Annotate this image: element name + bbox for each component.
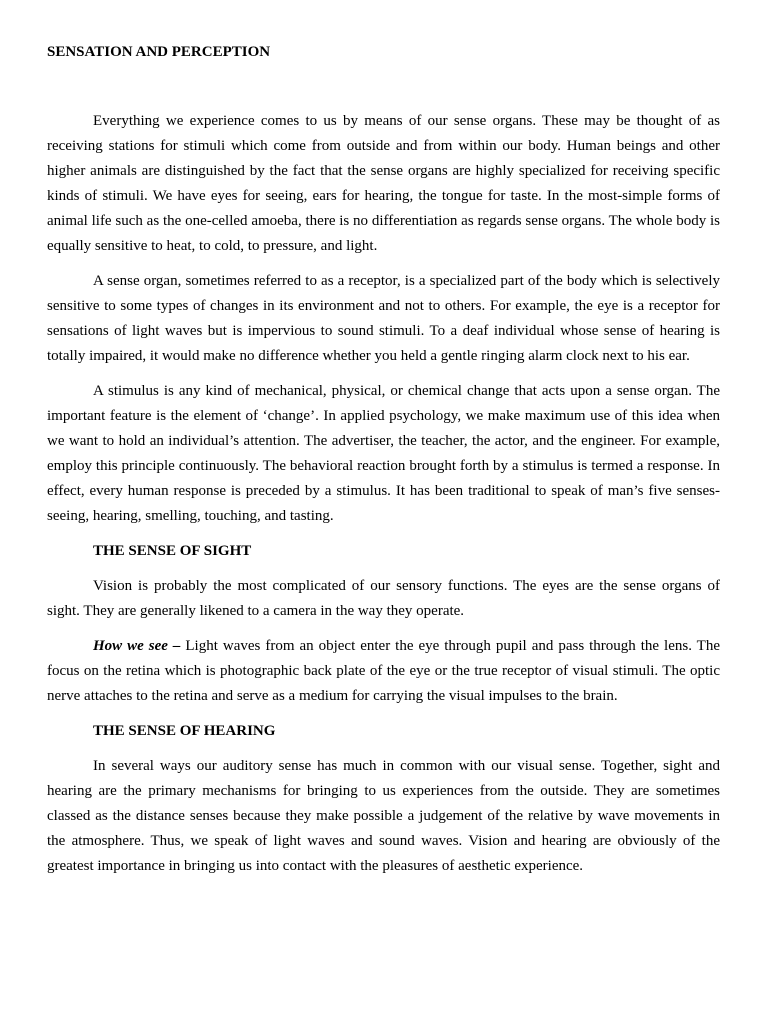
stimulus-paragraph: A stimulus is any kind of mechanical, physical, or chemical change that acts upon a sense organ. The important feature is the element of ‘change’. In applied psychology, we make maximum use of this idea when we want to hold an individual’s attention. The advertiser, the teacher, the actor, and the engineer. For example, employ this principle continuously. The behavioral reaction brought forth by a stimulus is termed a response. In effect, every human response is preceded by a stimulus. It has been traditional to speak of man’s five senses- seeing, hearing, smelling, touching, and tasting. <box>47 383 720 524</box>
how-we-see-label: How we see – <box>93 638 181 654</box>
document-body <box>47 109 720 879</box>
document-title: SENSATION AND PERCEPTION <box>47 44 271 60</box>
how-we-see-text: Light waves from an object enter the eye through pupil and pass through the lens. The focus on the retina which is photographic back plate of the eye or the true receptor of visual stimuli. The optic nerve attaches to the retina and serve as a medium for carrying the visual impulses to the brain. <box>47 638 720 704</box>
intro-paragraph: Everything we experience comes to us by means of our sense organs. These may be thought of as receiving stations for stimuli which come from outside and from within our body. Human beings and other higher animals are distinguished by the fact that the sense organs are highly specialized for receiving specific kinds of stimuli. We have eyes for seeing, ears for hearing, the tongue for taste. In the most-simple forms of animal life such as the one-celled amoeba, there is no differentiation as regards sense organs. The whole body is equally sensitive to heat, to cold, to pressure, and light. <box>47 113 720 254</box>
heading-sense-of-sight: THE SENSE OF SIGHT <box>93 543 252 559</box>
how-we-see-paragraph <box>47 634 720 709</box>
heading-sense-of-hearing: THE SENSE OF HEARING <box>93 723 276 739</box>
sight-paragraph: Vision is probably the most complicated of our sensory functions. The eyes are the sense organs of sight. They are generally likened to a camera in the way they operate. <box>47 578 720 619</box>
receptor-paragraph: A sense organ, sometimes referred to as a receptor, is a specialized part of the body which is selectively sensitive to some types of changes in its environment and not to others. For example, the eye is a receptor for sensations of light waves but is impervious to sound stimuli. To a deaf individual whose sense of hearing is totally impaired, it would make no difference whether you held a gentle ringing alarm clock next to his ear. <box>47 273 720 364</box>
hearing-paragraph: In several ways our auditory sense has much in common with our visual sense. Together, sight and hearing are the primary mechanisms for bringing to us experiences from the outside. They are sometimes classed as the distance senses because they make possible a judgement of the relative by wave movements in the atmosphere. Thus, we speak of light waves and sound waves. Vision and hearing are obviously of the greatest importance in bringing us into contact with the pleasures of aesthetic experience. <box>47 758 720 874</box>
